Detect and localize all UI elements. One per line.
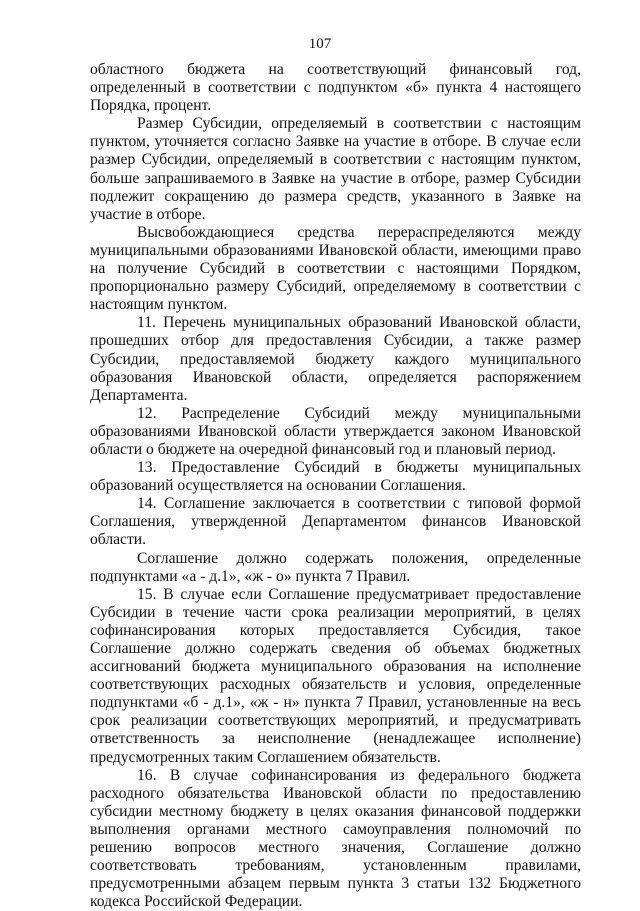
paragraph-item-11: 11. Перечень муниципальных образований Ивановской области, прошедших отбор для предоставления Субсидии, а также размер Субсидии, предоставляемой бюджету каждого муниципального образования Ивановской области, определяется распоряжением Департамента.	[90, 314, 581, 404]
paragraph-agreement-provisions: Соглашение должно содержать положения, определенные подпунктами «а - д.1», «ж - о» пункта 7 Правил.	[90, 549, 581, 585]
paragraph-released-funds: Высвобождающиеся средства перераспределяются между муниципальными образованиями Ивановской области, имеющими право на получение Субсидий в соответствии с настоящими Порядком, пропорционально размеру Субсидий, определяемому в соответствии с настоящим пунктом.	[90, 223, 581, 314]
paragraph-item-13: 13. Предоставление Субсидий в бюджеты муниципальных образований осуществляется на основании Соглашения.	[90, 459, 581, 495]
paragraph-item-15: 15. В случае если Соглашение предусматривает предоставление Субсидии в течение части срока реализации мероприятий, в целях софинансирования которых предоставляется Субсидия, такое Соглашение должно содержать сведения об объемах бюджетных ассигнований бюджета муниципального образования на исполнение соответствующих расходных обязательств и условия, определенные подпунктами «б - д.1», «ж - н» пункта 7 Правил, установленные на весь срок реализации соответствующих мероприятий, и предусматривать ответственность за неисполнение (ненадлежащее исполнение) предусмотренных таким Соглашением обязательств.	[90, 585, 581, 766]
paragraph-item-16: 16. В случае софинансирования из федерального бюджета расходного обязательства Ивановской области по предоставлению субсидии местному бюджету в целях оказания финансовой поддержки выполнения органами местного самоуправления полномочий по решению вопросов местного значения, Соглашение должно соответствовать требованиям, установленным правилами, предусмотренными абзацем первым пункта 3 статьи 132 Бюджетного кодекса Российской Федерации.	[90, 766, 581, 911]
paragraph-item-12: 12. Распределение Субсидий между муниципальными образованиями Ивановской области утверждается законом Ивановской области о бюджете на очередной финансовый год и плановый период.	[90, 404, 581, 458]
paragraph-subsidy-size: Размер Субсидии, определяемый в соответствии с настоящим пунктом, уточняется согласно Заявке на участие в отборе. В случае если размер Субсидии, определяемый в соответствии с настоящим пунктом, больше запрашиваемого в Заявке на участие в отборе, размер Субсидии подлежит сокращению до размера средств, указанного в Заявке на участие в отборе.	[90, 115, 581, 223]
document-body	[90, 61, 581, 911]
paragraph-item-14: 14. Соглашение заключается в соответствии с типовой формой Соглашения, утвержденной Департаментом финансов Ивановской области.	[90, 495, 581, 549]
page-number: 107	[308, 36, 332, 52]
paragraph-continuation: областного бюджета на соответствующий финансовый год, определенный в соответствии с подпунктом «б» пункта 4 настоящего Порядка, процент.	[90, 61, 581, 115]
